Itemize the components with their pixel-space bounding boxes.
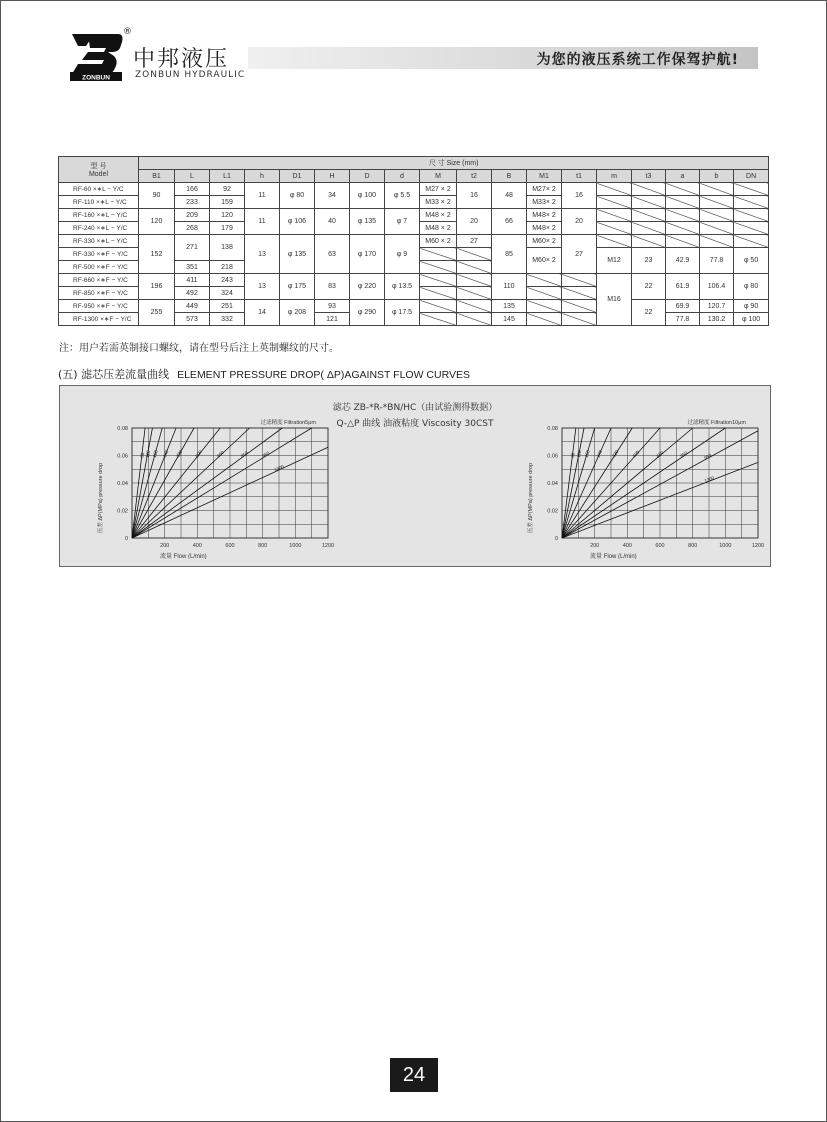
x-tick-label: 800 xyxy=(258,543,268,549)
col-header: L1 xyxy=(210,170,245,183)
pressure-drop-chart-10um xyxy=(520,414,770,559)
col-header: D xyxy=(350,170,385,183)
y-tick-label: 0 xyxy=(124,536,128,542)
table-row: RF-500 ×∗F − Y/C 351 218 xyxy=(59,261,769,274)
col-header: D1 xyxy=(280,170,315,183)
y-tick-label: 0.08 xyxy=(547,426,558,432)
series-label: 160 xyxy=(151,449,159,459)
col-header: B1 xyxy=(139,170,175,183)
col-header: a xyxy=(666,170,700,183)
series-label: 110 xyxy=(144,450,151,458)
y-tick-label: 0.08 xyxy=(117,426,128,432)
y-tick-label: 0.04 xyxy=(547,481,558,487)
table-row: RF-330 ×∗F − Y/C M60× 2 M12 23 42.9 77.8 φ 50 xyxy=(59,248,769,261)
curves-subtitle: Q-△P 曲线 油液粘度 Viscosity 30CST xyxy=(336,419,494,429)
size-header: 尺 寸 Size (mm) xyxy=(139,157,769,170)
col-header: m xyxy=(597,170,632,183)
x-tick-label: 1000 xyxy=(719,543,732,549)
col-header: b xyxy=(700,170,734,183)
series-label: 60 xyxy=(139,452,145,458)
x-tick-label: 200 xyxy=(160,543,170,549)
y-axis-label: 压差 ΔP(MPa) pressure drop xyxy=(528,462,534,534)
x-tick-label: 400 xyxy=(192,543,202,549)
col-header: H xyxy=(315,170,350,183)
spec-table xyxy=(58,156,769,326)
logo-subtext: ZONBUN xyxy=(82,74,110,82)
col-header: t2 xyxy=(457,170,492,183)
series-label: 660 xyxy=(215,449,225,459)
y-tick-label: 0.02 xyxy=(117,508,128,515)
model-header: 型 号 Model xyxy=(59,157,139,183)
series-label: 500 xyxy=(631,449,641,459)
series-label: 60 xyxy=(570,452,576,458)
series-label: 850 xyxy=(239,450,249,459)
brand-name-cn: 中邦液压 xyxy=(133,47,230,72)
series-label: 660 xyxy=(655,449,665,459)
col-header: DN xyxy=(734,170,769,183)
table-row: RF-1300 ×∗F − Y/C 573 332 121 145 77.8 130.2 φ 100 xyxy=(59,313,769,326)
curves-panel xyxy=(59,385,771,567)
series-label: 950 xyxy=(703,452,713,461)
y-tick-label: 0.02 xyxy=(547,508,558,515)
col-header: h xyxy=(245,170,280,183)
y-axis-label: 压差 ΔP(MPa) pressure drop xyxy=(98,462,104,534)
x-axis-label: 流量 Flow (L/min) xyxy=(160,554,207,559)
pressure-drop-chart-5um xyxy=(90,414,340,559)
registered-mark: ® xyxy=(123,27,132,37)
table-row: RF-330 ×∗L − Y/C 152 271 138 13 φ 135 63 φ 170 φ 9 M60 × 2 27 85 M60× 2 27 xyxy=(59,235,769,248)
series-label: 110 xyxy=(575,449,583,458)
col-header: B xyxy=(492,170,527,183)
brand-name-en: ZONBUN HYDRAULIC xyxy=(135,70,246,80)
y-tick-label: 0.06 xyxy=(117,453,128,460)
x-tick-label: 800 xyxy=(688,543,698,549)
table-row: RF-110 ×∗L − Y/C 233 159 M33 × 2 M33× 2 xyxy=(59,196,769,209)
series-label: 160 xyxy=(583,449,591,459)
x-tick-label: 1200 xyxy=(321,543,335,549)
section-title-en: ELEMENT PRESSURE DROP( ΔP)AGAINST FLOW CURVES xyxy=(177,369,470,381)
zonbun-logo xyxy=(68,30,124,82)
series-label: 500 xyxy=(194,449,203,459)
section-title-cn: (五) 滤芯压差流量曲线 xyxy=(58,368,170,381)
x-axis-label: 流量 Flow (L/min) xyxy=(590,554,637,559)
page-number: 24 xyxy=(390,1058,438,1092)
slogan: 为您的液压系统工作保驾护航! xyxy=(536,52,739,68)
col-header: M1 xyxy=(527,170,562,183)
chart-title: 过滤精度 Filtration5μm xyxy=(260,420,316,426)
series-label: 240 xyxy=(162,449,170,459)
series-label: 240 xyxy=(595,449,604,459)
y-tick-label: 0.04 xyxy=(117,481,128,487)
x-tick-label: 400 xyxy=(622,543,632,549)
series-label: 330 xyxy=(175,449,184,459)
table-note: 注：用户若需英制接口螺纹，请在型号后注上英制螺纹的尺寸。 xyxy=(59,343,339,354)
col-header: t1 xyxy=(562,170,597,183)
table-row: RF-660 ×∗F − Y/C 196 411 243 13 φ 175 83 φ 220 φ 13.5 110 M16 22 61.9 106.4 φ 80 xyxy=(59,274,769,287)
col-header: M xyxy=(420,170,457,183)
col-header: L xyxy=(175,170,210,183)
series-label: 1300 xyxy=(273,463,285,473)
y-tick-label: 0 xyxy=(554,536,558,542)
table-row: RF-950 ×∗F − Y/C 255 449 251 14 φ 208 93 φ 290 φ 17.5 135 22 69.9 120.7 φ 90 xyxy=(59,300,769,313)
x-tick-label: 1000 xyxy=(289,543,302,549)
table-row: RF-160 ×∗L − Y/C 120 209 120 11 φ 106 40 φ 135 φ 7 M48 × 2 20 66 M48× 2 20 xyxy=(59,209,769,222)
table-row: RF-60 ×∗L − Y/C 90 166 92 11 φ 80 34 φ 100 φ 5.5 M27 × 2 16 48 M27× 2 16 xyxy=(59,183,769,196)
series-label: 1300 xyxy=(703,475,715,484)
x-tick-label: 600 xyxy=(655,543,665,549)
section-title xyxy=(58,366,470,382)
series-label: 850 xyxy=(679,450,689,459)
series-label: 950 xyxy=(261,450,271,459)
col-header: t3 xyxy=(632,170,666,183)
y-tick-label: 0.06 xyxy=(547,453,558,460)
table-row: RF-240 ×∗L − Y/C 268 179 M48 × 2 M48× 2 xyxy=(59,222,769,235)
chart-title: 过滤精度 Filtration10μm xyxy=(687,420,746,426)
x-tick-label: 200 xyxy=(590,543,600,549)
series-label: 330 xyxy=(611,449,620,459)
curves-title: 滤芯 ZB-*R-*BN/HC（由试验测得数据） xyxy=(332,403,498,413)
table-row: RF-850 ×∗F − Y/C 492 324 xyxy=(59,287,769,300)
col-header: d xyxy=(385,170,420,183)
x-tick-label: 1200 xyxy=(751,543,765,549)
x-tick-label: 600 xyxy=(225,543,235,549)
